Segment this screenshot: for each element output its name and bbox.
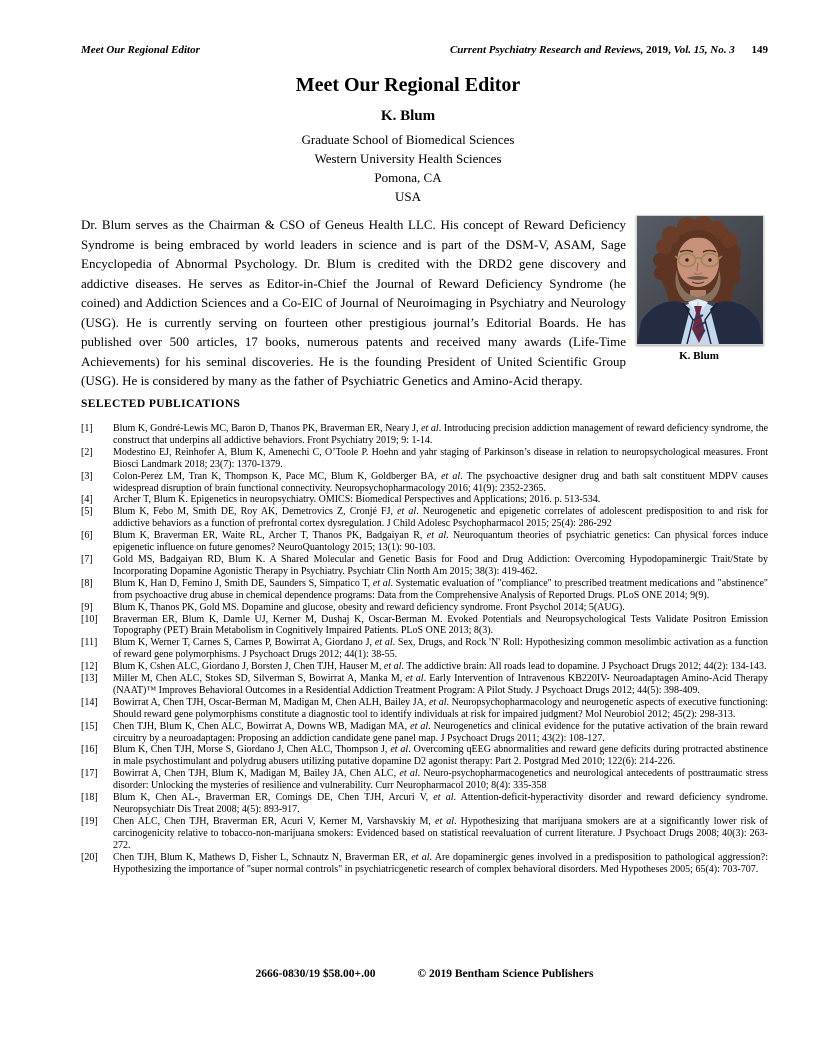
reference-text: Braverman ER, Blum K, Damle UJ, Kerner M, Dushaj K, Oscar-Berman M. Evoked Potentials and Neuropsychological Tests Validate Positron Emission Topography (PET) Brain Metabolism in Cognitively Impaired Patients. PLoS ONE 2013; 8(3). xyxy=(113,613,768,637)
reference-number: [3] xyxy=(81,470,93,482)
reference-text: Blum K, Febo M, Smith DE, Roy AK, Demetrovics Z, Cronjé FJ, et al. Neurogenetic and epigenetic correlates of adolescent predisposition to and risk for addictive behaviors as a function of prefrontal cortex dysregulation. J Child Adolesc Psychopharmacol 2015; 25(4): 286-292 xyxy=(113,506,769,530)
reference-text: Miller M, Chen ALC, Stokes SD, Silverman S, Bowirrat A, Manka M, et al. Early Intervention of Intravenous KB220IV- Neuroadaptagen Amino-Acid Therapy (NAAT)™ Improves Behavioral Outcomes in a Residential Addiction Treatment Program: A Pilot Study. J Psychoact Drugs 2012; 44(5): 398-409. xyxy=(113,673,768,696)
running-head-title: Meet Our Regional Editor xyxy=(81,44,200,56)
reference-text: Blum K, Cshen ALC, Giordano J, Borsten J, Chen TJH, Hauser M, et al. The addictive brain: All roads lead to dopamine. J Psychoact Drugs 2012; 44(2): 134-143. xyxy=(113,661,767,673)
editor-name: K. Blum xyxy=(380,108,436,124)
reference-text: Colon-Perez LM, Tran K, Thompson K, Pace MC, Blum K, Goldberger BA, et al. The psychoactive designer drug and bath salt constituent MDPV causes widespread disruption of brain functional connectivity. Neuropsychopharmacology 2016; 41(9): 2352-2365. xyxy=(113,470,768,494)
reference-text: Blum K, Werner T, Carnes S, Carnes P, Bowirrat A, Giordano J, et al. Sex, Drugs, and Rock 'N' Roll: Hypothesizing common mesolimbic activation as a function of reward gene polymorphisms. J Psychoact Drugs 2012; 44(1): 38-55. xyxy=(113,637,769,661)
reference-number: [12] xyxy=(81,661,98,673)
reference-text: Blum K, Thanos PK, Gold MS. Dopamine and glucose, obesity and reward deficiency syndrome. Front Psychol 2014; 5(AUG). xyxy=(113,601,625,613)
reference-item xyxy=(81,697,768,721)
bio-paragraph: Dr. Blum serves as the Chairman & CSO of Geneus Health LLC. His concept of Reward Deficiency Syndrome is being embraced by world leaders in science and is part of the DSM-V, ASAM, Sage Encyclopedia of Abnormal Psychology. Dr. Blum is credited with the DRD2 gene discovery and addictive diseases. He serves as Editor-in-Chief the Journal of Reward Deficiency Syndrome (he coined) and Addiction Sciences and a Co-EIC of Journal of Neuroimaging in Psychiatry and Neurology (USG). He is currently serving on fourteen other prestigious journal’s Editorial Boards. He has published over 500 articles, 17 books, numerous patents and received many awards (Life-Time Achievements) for his seminal discoveries. He is the founding President of United Scientific Group (USG). He is considered by many as the father of Psychiatric Genetics and Amino-Acid therapy. xyxy=(81,217,626,388)
reference-number: [19] xyxy=(81,815,98,827)
affiliation-line: Pomona, CA xyxy=(374,170,442,185)
reference-number: [20] xyxy=(81,851,98,863)
reference-item xyxy=(81,614,768,638)
reference-item xyxy=(81,661,768,673)
reference-text: Blum K, Gondré-Lewis MC, Baron D, Thanos PK, Braverman ER, Neary J, et al. Introducing precision addiction management of reward deficiency syndrome, the construct that underpins all addictive behaviors. Front Psychiatry 2019; 9: 1-14. xyxy=(113,423,769,446)
reference-text: Modestino EJ, Reinhofer A, Blum K, Amenechi C, O’Toole P. Hoehn and yahr staging of Parkinson’s disease in relation to neuropsychological measures. Front Biosci Landmark 2018; 23(7): 1370-1379. xyxy=(113,446,768,470)
reference-item xyxy=(81,471,768,495)
reference-number: [6] xyxy=(81,530,93,542)
editor-photo xyxy=(636,215,764,345)
reference-number: [11] xyxy=(81,637,98,649)
running-head xyxy=(81,44,768,56)
reference-number: [18] xyxy=(81,792,98,804)
reference-text: Chen TJH, Blum K, Mathews D, Fisher L, Schnautz N, Braverman ER, et al. Are dopaminergic genes involved in a predisposition to pathological aggression?: Hypothesizing the importance of "super normal controls" in psychiatricgenetic research of complex behavioral disorders. Med Hypotheses 2005; 65(4): 703-707. xyxy=(113,851,769,875)
reference-number: [10] xyxy=(81,613,98,625)
reference-number: [7] xyxy=(81,553,93,565)
reference-text: Blum K, Braverman ER, Waite RL, Archer T, Thanos PK, Badgaiyan R, et al. Neuroquantum theories of psychiatric genetics: Can physical forces induce epigenetic influence on future genomes? NeuroQuantology 2015; 13(1): 90-103. xyxy=(113,530,769,554)
reference-item xyxy=(81,673,768,697)
reference-number: [9] xyxy=(81,601,93,613)
reference-item xyxy=(81,721,768,745)
reference-number: [15] xyxy=(81,720,98,732)
reference-number: [2] xyxy=(81,446,93,458)
page-footer xyxy=(81,968,768,980)
reference-item xyxy=(81,852,768,876)
footer-copyright: © 2019 Bentham Science Publishers xyxy=(417,968,594,980)
reference-number: [5] xyxy=(81,506,93,518)
editor-affiliation xyxy=(0,130,816,206)
reference-item xyxy=(81,578,768,602)
reference-item xyxy=(81,602,768,614)
reference-item xyxy=(81,447,768,471)
running-head-citation xyxy=(450,44,768,56)
reference-text: Gold MS, Badgaiyan RD, Blum K. A Shared Molecular and Genetic Basis for Food and Drug Addiction: Overcoming Hypodopaminergic Trait/State by Incorporating Dopamine Agonistic Therapy in Psychiatry. Psychiatr Clin North Am 2015; 38(3): 419-462. xyxy=(113,553,768,577)
running-head-journal: Current Psychiatry Research and Reviews, xyxy=(449,44,644,56)
publications-heading: SELECTED PUBLICATIONS xyxy=(81,398,241,410)
reference-item xyxy=(81,792,768,816)
reference-item xyxy=(81,744,768,768)
reference-number: [1] xyxy=(81,423,93,434)
reference-number: [17] xyxy=(81,768,98,780)
reference-item xyxy=(81,423,768,447)
reference-text: Blum K, Chen AL-, Braverman ER, Comings DE, Chen TJH, Arcuri V, et al. Attention-deficit-hyperactivity disorder and reward deficiency syndrome. Neuropsychiatr Dis Treat 2008; 4(5): 893-917. xyxy=(113,792,769,815)
publications-list xyxy=(81,423,768,875)
footer-issn: 2666-0830/19 $58.00+.00 xyxy=(255,968,376,980)
reference-item xyxy=(81,768,768,792)
reference-number: [8] xyxy=(81,577,93,589)
affiliation-line: Graduate School of Biomedical Sciences xyxy=(301,132,515,147)
editor-photo-block xyxy=(636,215,762,363)
reference-item xyxy=(81,506,768,530)
article-title: Meet Our Regional Editor xyxy=(295,74,521,96)
reference-text: Archer T, Blum K. Epigenetics in neuropsychiatry. OMICS: Biomedical Perspectives and Applications; 2016. p. 513-534. xyxy=(113,494,601,506)
reference-text: Chen ALC, Chen TJH, Braverman ER, Acuri V, Kerner M, Varshavskiy M, et al. Hypothesizing that marijuana smokers are at a significantly lower risk of carcinogenicity relative to tobacco-non-marijuana smokers: Evidenced based on statistical reevaluation of current literature. J Psychoact Drugs 2008; 40(3): 263-272. xyxy=(113,815,768,851)
reference-text: Bowirrat A, Chen TJH, Oscar-Berman M, Madigan M, Chen ALH, Bailey JA, et al. Neuropsychopharmacology and neurogenetic aspects of executive functioning: Should reward gene polymorphisms constitute a diagnostic tool to identify individuals at risk for impaired judgment? Mol Neurobiol 2012; 45(2): 298-313. xyxy=(113,696,768,720)
reference-text: Bowirrat A, Chen TJH, Blum K, Madigan M, Bailey JA, Chen ALC, et al. Neuro-psychopharmacogenetics and neurological antecedents of posttraumatic stress disorder: Unlocking the mysteries of resilience and vulnerability. Curr Neuropharmacol 2010; 8(4): 335-358 xyxy=(113,768,768,792)
reference-text: Chen TJH, Blum K, Chen ALC, Bowirrat A, Downs WB, Madigan MA, et al. Neurogenetics and clinical evidence for the putative activation of the brain reward circuitry by a neuroadaptagen: Proposing an addiction candidate gene panel map. J Psychoact Drugs 2011; 43(2): 108-127. xyxy=(113,720,768,744)
reference-number: [16] xyxy=(81,744,98,756)
portrait-illustration xyxy=(637,216,763,344)
reference-item xyxy=(81,554,768,578)
reference-number: [13] xyxy=(81,673,98,685)
reference-text: Blum K, Chen TJH, Morse S, Giordano J, Chen ALC, Thompson J, et al. Overcoming qEEG abnormalities and reward gene deficits during protracted abstinence in male psychostimulant and polydrug abusers utilizing putative dopamine D2 agonist therapy: Part 2. Postgrad Med 2010; 122(6): 214-226. xyxy=(113,744,768,768)
publications-section xyxy=(81,398,768,875)
bio-section xyxy=(81,215,762,391)
reference-number: [4] xyxy=(81,494,93,506)
running-head-volume: Vol. 15, No. 3 xyxy=(673,44,735,56)
affiliation-line: Western University Health Sciences xyxy=(314,151,502,166)
reference-text: Blum K, Han D, Femino J, Smith DE, Saunders S, Simpatico T, et al. Systematic evaluation of "compliance" to prescribed treatment medications and "abstinence" from psychoactive drug abuse in chemical dependence programs: Data from the Comprehensive Analysis of Reported Drugs. PLoS ONE 2014; 9(9). xyxy=(113,577,768,601)
reference-item xyxy=(81,494,768,506)
reference-item xyxy=(81,530,768,554)
reference-number: [14] xyxy=(81,696,98,708)
affiliation-line: USA xyxy=(394,189,421,204)
page-number: 149 xyxy=(751,44,768,56)
reference-item xyxy=(81,637,768,661)
reference-item xyxy=(81,816,768,852)
photo-caption: K. Blum xyxy=(679,350,719,362)
running-head-year: 2019, xyxy=(646,44,671,56)
